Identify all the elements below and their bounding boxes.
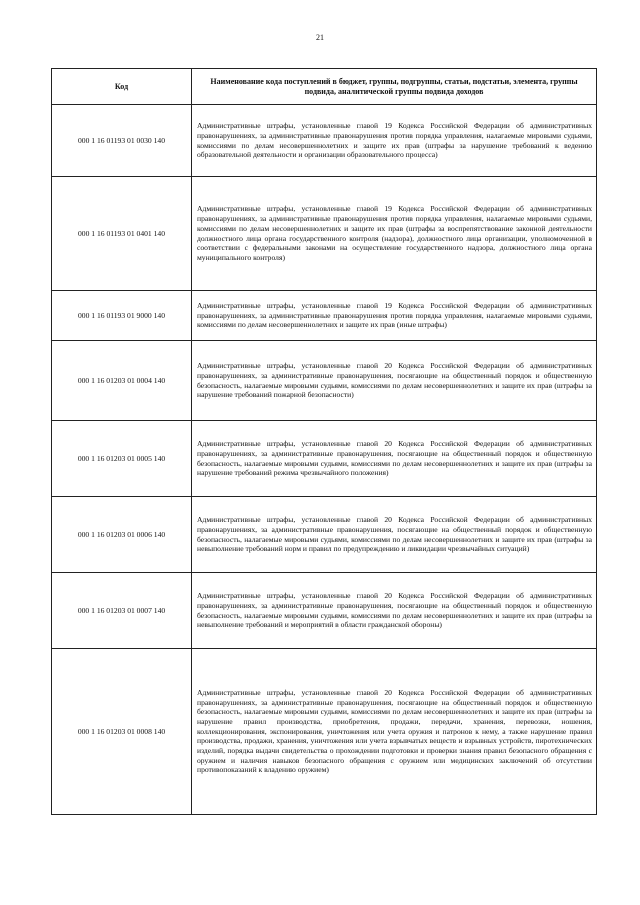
- row-description: Административные штрафы, установленные главой 19 Кодекса Российской Федерации об административных правонарушениях, за административные правонарушения против порядка управления, налагаемые мировыми судьями, комиссиями по делам несовершеннолетних и защите их прав (штрафы за нарушение требований к ведению образовательной деятельности и организации образовательного процесса): [192, 105, 597, 177]
- row-description: Административные штрафы, установленные главой 20 Кодекса Российской Федерации об административных правонарушениях, за административные правонарушения, посягающие на общественный порядок и общественную безопасность, налагаемые мировыми судьями, комиссиями по делам несовершеннолетних и защите их прав (штрафы за невыполнение требований норм и правил по предупреждению и ликвидации чрезвычайных ситуаций): [192, 497, 597, 573]
- row-code: 000 1 16 01193 01 0030 140: [52, 105, 192, 177]
- table-header-row: [52, 69, 597, 105]
- row-description: Административные штрафы, установленные главой 20 Кодекса Российской Федерации об административных правонарушениях, за административные правонарушения, посягающие на общественный порядок и общественную безопасность, налагаемые мировыми судьями, комиссиями по делам несовершеннолетних и защите их прав (штрафы за нарушение требований режима чрезвычайного положения): [192, 421, 597, 497]
- row-description: Административные штрафы, установленные главой 19 Кодекса Российской Федерации об административных правонарушениях, за административные правонарушения против порядка управления, налагаемые мировыми судьями, комиссиями по делам несовершеннолетних и защите их прав (штрафы за воспрепятствование законной деятельности должностного лица органа государственного контроля (надзора), должностного лица организации, уполномоченной в соответствии с федеральными законами на осуществление государственного надзора, должностного лица органа муниципального контроля): [192, 177, 597, 291]
- row-description: Административные штрафы, установленные главой 20 Кодекса Российской Федерации об административных правонарушениях, за административные правонарушения, посягающие на общественный порядок и общественную безопасность, налагаемые мировыми судьями, комиссиями по делам несовершеннолетних и защите их прав (штрафы за нарушение правил производства, приобретения, продажи, передачи, хранения, перевозки, ношения, коллекционирования, экспонирования, уничтожения или учета оружия и патронов к нему, а также нарушение правил производства, продажи, хранения, уничтожения или учета взрывчатых веществ и взрывных устройств, пиротехнических изделий, порядка выдачи свидетельства о прохождении подготовки и проверки знания правил безопасного обращения с оружием и наличия навыков безопасного обращения с оружием или медицинских заключений об отсутствии противопоказаний к владению оружием): [192, 649, 597, 815]
- row-code: 000 1 16 01203 01 0006 140: [52, 497, 192, 573]
- table-row: [52, 573, 597, 649]
- table-row: [52, 177, 597, 291]
- row-code: 000 1 16 01193 01 9000 140: [52, 291, 192, 341]
- row-description: Административные штрафы, установленные главой 20 Кодекса Российской Федерации об административных правонарушениях, за административные правонарушения, посягающие на общественный порядок и общественную безопасность, налагаемые мировыми судьями, комиссиями по делам несовершеннолетних и защите их прав (штрафы за невыполнение требований и мероприятий в области гражданской обороны): [192, 573, 597, 649]
- row-description: Административные штрафы, установленные главой 19 Кодекса Российской Федерации об административных правонарушениях, за административные правонарушения против порядка управления, налагаемые мировыми судьями, комиссиями по делам несовершеннолетних и защите их прав (иные штрафы): [192, 291, 597, 341]
- table-row: [52, 649, 597, 815]
- row-code: 000 1 16 01203 01 0008 140: [52, 649, 192, 815]
- row-code: 000 1 16 01203 01 0004 140: [52, 341, 192, 421]
- table-row: [52, 497, 597, 573]
- row-code: 000 1 16 01203 01 0005 140: [52, 421, 192, 497]
- row-code: 000 1 16 01203 01 0007 140: [52, 573, 192, 649]
- row-code: 000 1 16 01193 01 0401 140: [52, 177, 192, 291]
- page-number: 21: [316, 33, 324, 42]
- table-row: [52, 105, 597, 177]
- table-row: [52, 341, 597, 421]
- row-description: Административные штрафы, установленные главой 20 Кодекса Российской Федерации об административных правонарушениях, за административные правонарушения, посягающие на общественный порядок и общественную безопасность, налагаемые мировыми судьями, комиссиями по делам несовершеннолетних и защите их прав (штрафы за нарушение требований пожарной безопасности): [192, 341, 597, 421]
- column-header-name: Наименование кода поступлений в бюджет, группы, подгруппы, статьи, подстатьи, элемента, группы подвида, аналитической группы подвида доходов: [192, 69, 597, 105]
- table-row: [52, 291, 597, 341]
- table-row: [52, 421, 597, 497]
- column-header-code: Код: [52, 69, 192, 105]
- revenue-codes-table: [51, 68, 597, 815]
